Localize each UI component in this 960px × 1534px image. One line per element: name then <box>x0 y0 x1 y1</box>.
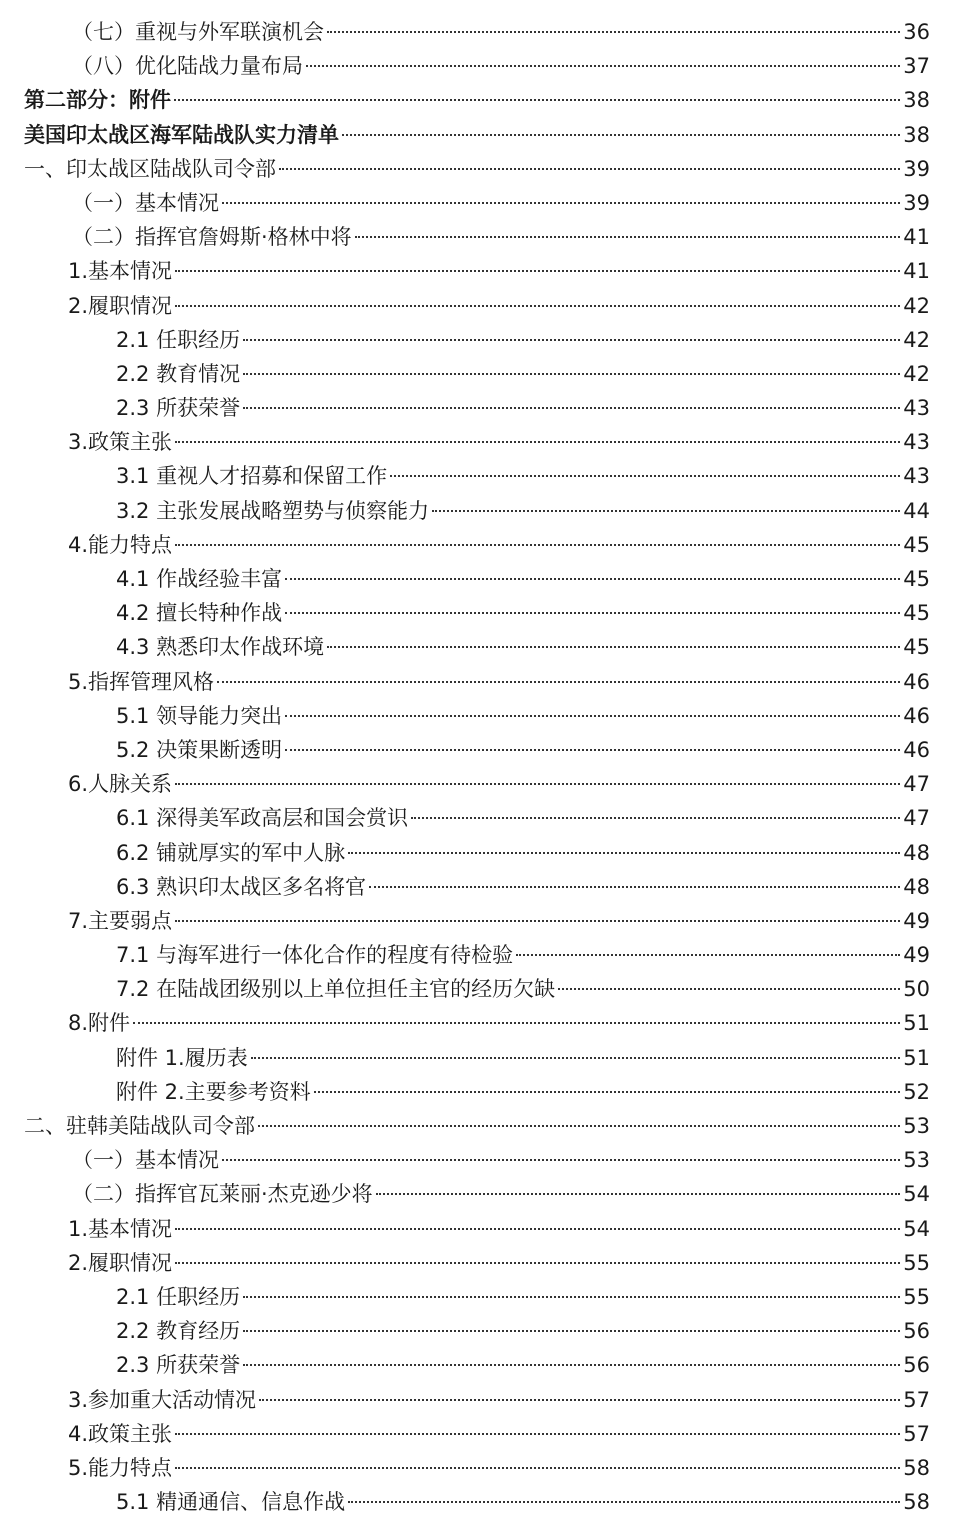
toc-dot-leader <box>175 920 900 922</box>
toc-dot-leader <box>285 578 900 580</box>
toc-dot-leader <box>243 1364 900 1366</box>
toc-dot-leader <box>432 510 900 512</box>
toc-entry[interactable] <box>0 836 960 870</box>
toc-entry-title: 6.1 深得美军政高层和国会赏识 <box>116 806 409 831</box>
toc-dot-leader <box>376 1193 901 1195</box>
toc-entry-title: 2.1 任职经历 <box>116 1284 241 1309</box>
toc-entry[interactable] <box>0 904 960 938</box>
toc-entry-title: 5.能力特点 <box>68 1455 173 1480</box>
toc-dot-leader <box>348 1501 900 1503</box>
toc-dot-leader <box>369 886 900 888</box>
toc-entry-page-number: 55 <box>903 1250 930 1275</box>
toc-entry-title: 6.3 熟识印太战区多名将官 <box>116 874 367 899</box>
toc-dot-leader <box>285 612 900 614</box>
toc-dot-leader <box>558 988 900 990</box>
toc-entry[interactable] <box>0 870 960 904</box>
toc-entry-title: 4.3 熟悉印太作战环境 <box>116 635 325 660</box>
toc-dot-leader <box>243 373 900 375</box>
toc-entry-page-number: 45 <box>903 635 930 660</box>
toc-entry-title: 2.3 所获荣誉 <box>116 396 241 421</box>
toc-entry[interactable] <box>0 118 960 152</box>
toc-entry-title: 附件 1.履历表 <box>116 1045 248 1070</box>
toc-entry[interactable] <box>0 1417 960 1451</box>
toc-entry-page-number: 56 <box>903 1319 930 1344</box>
toc-entry-page-number: 48 <box>903 840 930 865</box>
toc-entry[interactable] <box>0 1451 960 1485</box>
toc-entry-title: 7.1 与海军进行一体化合作的程度有待检验 <box>116 943 514 968</box>
toc-entry[interactable] <box>0 972 960 1006</box>
toc-entry[interactable] <box>0 1006 960 1040</box>
toc-entry-page-number: 53 <box>903 1148 930 1173</box>
toc-entry-title: 4.1 作战经验丰富 <box>116 567 283 591</box>
toc-entry-page-number: 45 <box>903 601 930 626</box>
toc-entry-title: 8.附件 <box>68 1011 131 1036</box>
toc-entry[interactable] <box>0 1314 960 1348</box>
toc-entry-title: 一、印太战区陆战队司令部 <box>24 156 276 181</box>
toc-entry-page-number: 51 <box>903 1045 930 1070</box>
toc-entry-title: 3.1 重视人才招募和保留工作 <box>116 464 388 489</box>
toc-entry[interactable] <box>0 733 960 767</box>
toc-entry[interactable] <box>0 801 960 835</box>
toc-entry[interactable] <box>0 186 960 220</box>
toc-dot-leader <box>174 99 900 101</box>
toc-entry[interactable] <box>0 1041 960 1075</box>
toc-entry-title: 4.2 擅长特种作战 <box>116 601 283 626</box>
toc-dot-leader <box>133 1022 900 1024</box>
toc-dot-leader <box>342 134 900 136</box>
toc-entry-title: 3.2 主张发展战略塑势与侦察能力 <box>116 498 430 523</box>
toc-entry-page-number: 46 <box>903 737 930 762</box>
toc-entry[interactable] <box>0 15 960 49</box>
toc-entry-title: 5.2 决策果断透明 <box>116 737 283 762</box>
toc-entry[interactable] <box>0 1485 960 1519</box>
toc-dot-leader <box>175 1262 900 1264</box>
toc-entry-title: 1.基本情况 <box>68 1216 173 1241</box>
toc-entry[interactable] <box>0 767 960 801</box>
toc-entry-page-number: 51 <box>903 1011 930 1036</box>
toc-entry[interactable] <box>0 289 960 323</box>
toc-entry-page-number: 43 <box>903 464 930 489</box>
toc-entry-title: 2.2 教育情况 <box>116 361 241 386</box>
toc-entry-page-number: 42 <box>903 327 930 352</box>
toc-dot-leader <box>516 954 900 956</box>
toc-entry[interactable] <box>0 1109 960 1143</box>
toc-entry[interactable] <box>0 1075 960 1109</box>
toc-dot-leader <box>285 715 900 717</box>
toc-entry-page-number: 37 <box>903 54 930 79</box>
toc-dot-leader <box>243 339 900 341</box>
toc-dot-leader <box>411 817 900 819</box>
toc-dot-leader <box>175 1467 900 1469</box>
toc-entry[interactable] <box>0 562 960 596</box>
toc-entry-title: 2.履职情况 <box>68 1250 173 1275</box>
toc-entry-page-number: 50 <box>903 977 930 1002</box>
toc-entry-title: 2.3 所获荣誉 <box>116 1353 241 1378</box>
toc-entry[interactable] <box>0 1348 960 1382</box>
toc-entry-page-number: 45 <box>903 567 930 591</box>
toc-entry[interactable] <box>0 220 960 254</box>
toc-entry-title: 4.能力特点 <box>68 532 173 557</box>
toc-entry-page-number: 38 <box>903 122 930 147</box>
toc-dot-leader <box>390 475 900 477</box>
toc-entry-page-number: 54 <box>903 1216 930 1241</box>
toc-entry-page-number: 36 <box>903 20 930 44</box>
toc-entry-page-number: 41 <box>903 225 930 250</box>
toc-dot-leader <box>258 1125 900 1127</box>
toc-entry[interactable] <box>0 1383 960 1417</box>
toc-dot-leader <box>355 236 901 238</box>
toc-entry-page-number: 46 <box>903 703 930 728</box>
toc-entry-page-number: 49 <box>903 908 930 933</box>
toc-entry-title: （七）重视与外军联演机会 <box>72 20 324 44</box>
toc-entry[interactable] <box>0 938 960 972</box>
toc-entry[interactable] <box>0 459 960 493</box>
toc-entry-title: 7.2 在陆战团级别以上单位担任主官的经历欠缺 <box>116 977 556 1002</box>
toc-entry-title: （二）指挥官瓦莱丽·杰克逊少将 <box>72 1182 373 1207</box>
toc-dot-leader <box>327 31 900 33</box>
toc-entry-title: 5.1 领导能力突出 <box>116 703 283 728</box>
toc-entry-title: （一）基本情况 <box>72 190 219 215</box>
toc-entry-page-number: 58 <box>903 1490 930 1515</box>
toc-entry-page-number: 58 <box>903 1455 930 1480</box>
toc-dot-leader <box>348 852 900 854</box>
toc-entry[interactable] <box>0 630 960 664</box>
toc-entry[interactable] <box>0 1212 960 1246</box>
toc-dot-leader <box>314 1091 901 1093</box>
toc-dot-leader <box>175 305 900 307</box>
toc-entry[interactable] <box>0 391 960 425</box>
toc-entry[interactable] <box>0 596 960 630</box>
toc-dot-leader <box>175 783 900 785</box>
toc-entry-page-number: 48 <box>903 874 930 899</box>
toc-entry-page-number: 54 <box>903 1182 930 1207</box>
toc-entry-page-number: 53 <box>903 1114 930 1138</box>
toc-entry-page-number: 43 <box>903 396 930 421</box>
toc-entry-page-number: 52 <box>903 1079 930 1104</box>
toc-entry-title: 4.政策主张 <box>68 1421 173 1446</box>
toc-entry[interactable] <box>0 83 960 117</box>
toc-dot-leader <box>259 1399 900 1401</box>
toc-dot-leader <box>175 270 900 272</box>
toc-entry[interactable] <box>0 425 960 459</box>
toc-entry-page-number: 42 <box>903 361 930 386</box>
toc-entry[interactable] <box>0 528 960 562</box>
toc-entry-page-number: 47 <box>903 772 930 797</box>
toc-entry-page-number: 55 <box>903 1284 930 1309</box>
toc-entry-page-number: 43 <box>903 430 930 455</box>
toc-entry-page-number: 47 <box>903 806 930 831</box>
toc-entry-page-number: 45 <box>903 532 930 557</box>
toc-entry-title: 附件 2.主要参考资料 <box>116 1079 311 1104</box>
toc-entry[interactable] <box>0 152 960 186</box>
toc-entry-title: （八）优化陆战力量布局 <box>72 54 303 79</box>
toc-entry[interactable] <box>0 357 960 391</box>
toc-dot-leader <box>222 1159 900 1161</box>
toc-dot-leader <box>222 202 900 204</box>
toc-entry-title: 第二部分：附件 <box>24 88 171 113</box>
toc-dot-leader <box>175 1433 900 1435</box>
toc-entry-title: 3.参加重大活动情况 <box>68 1387 257 1412</box>
toc-dot-leader <box>217 681 900 683</box>
toc-entry-title: 7.主要弱点 <box>68 908 173 933</box>
toc-entry-title: 5.指挥管理风格 <box>68 669 215 694</box>
toc-entry-page-number: 46 <box>903 669 930 694</box>
toc-entry[interactable] <box>0 1246 960 1280</box>
toc-entry-page-number: 42 <box>903 293 930 318</box>
toc-entry-page-number: 49 <box>903 943 930 968</box>
toc-entry-title: 美国印太战区海军陆战队实力清单 <box>24 122 339 147</box>
toc-entry[interactable] <box>0 665 960 699</box>
toc-entry-page-number: 57 <box>903 1421 930 1446</box>
toc-entry-title: 2.1 任职经历 <box>116 327 241 352</box>
toc-entry[interactable] <box>0 1143 960 1177</box>
toc-entry[interactable] <box>0 1280 960 1314</box>
toc-dot-leader <box>175 441 900 443</box>
toc-entry-title: 3.政策主张 <box>68 430 173 455</box>
toc-entry-title: （二）指挥官詹姆斯·格林中将 <box>72 225 352 250</box>
toc-dot-leader <box>285 749 900 751</box>
toc-entry-page-number: 44 <box>903 498 930 523</box>
toc-dot-leader <box>175 544 900 546</box>
toc-entry-title: 6.2 铺就厚实的军中人脉 <box>116 840 346 865</box>
toc-entry-title: 2.2 教育经历 <box>116 1319 241 1344</box>
toc-entry[interactable] <box>0 699 960 733</box>
toc-dot-leader <box>327 646 900 648</box>
toc-entry-page-number: 38 <box>903 88 930 113</box>
toc-entry[interactable] <box>0 323 960 357</box>
toc-entry-page-number: 39 <box>903 190 930 215</box>
toc-entry-title: 5.1 精通通信、信息作战 <box>116 1490 346 1515</box>
toc-entry[interactable] <box>0 49 960 83</box>
toc-entry-page-number: 56 <box>903 1353 930 1378</box>
toc-entry-title: 2.履职情况 <box>68 293 173 318</box>
toc-entry-title: 二、驻韩美陆战队司令部 <box>24 1114 255 1138</box>
toc-entry-title: 6.人脉关系 <box>68 772 173 797</box>
toc-entry-page-number: 57 <box>903 1387 930 1412</box>
toc-entry-page-number: 39 <box>903 156 930 181</box>
toc-dot-leader <box>279 168 900 170</box>
toc-dot-leader <box>243 1330 900 1332</box>
toc-entry[interactable] <box>0 254 960 288</box>
toc-entry-title: 1.基本情况 <box>68 259 173 284</box>
toc-dot-leader <box>175 1228 900 1230</box>
toc-entry[interactable] <box>0 1177 960 1211</box>
toc-entry-page-number: 41 <box>903 259 930 284</box>
toc-dot-leader <box>243 407 900 409</box>
toc-dot-leader <box>306 65 900 67</box>
toc-dot-leader <box>251 1057 901 1059</box>
toc-dot-leader <box>243 1296 900 1298</box>
toc-entry-title: （一）基本情况 <box>72 1148 219 1173</box>
toc-entry[interactable] <box>0 494 960 528</box>
